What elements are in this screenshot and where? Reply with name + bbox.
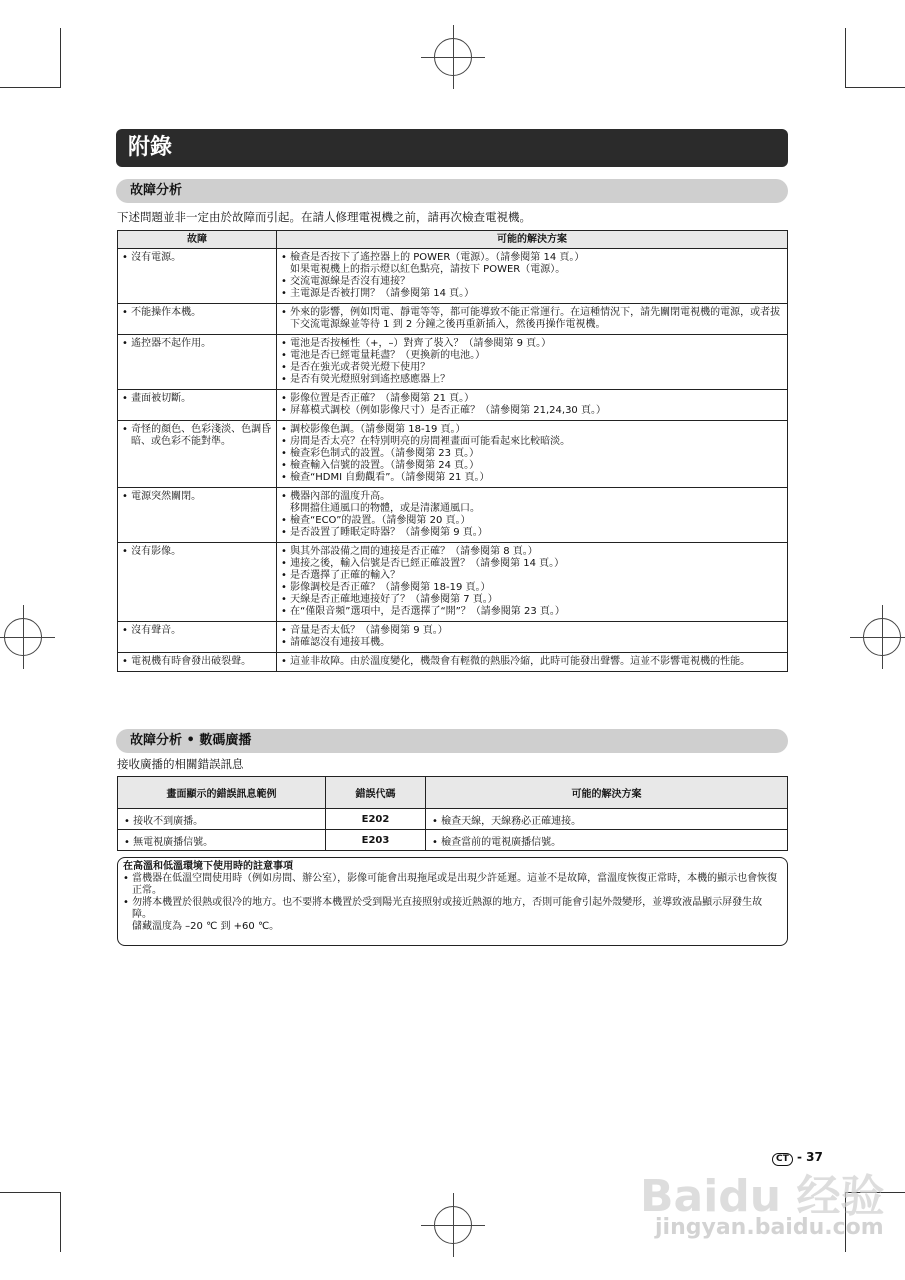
crop-mark — [0, 87, 60, 88]
solution-cell — [277, 543, 788, 622]
column-header-solution: 可能的解決方案 — [277, 231, 788, 249]
problem-cell — [118, 653, 277, 672]
solution-item: • 音量是否太低？（請參閱第 9 頁。） — [281, 625, 783, 637]
problem-text: • 電源突然關閉。 — [122, 491, 272, 503]
crop-mark — [845, 87, 905, 88]
page-number-value: 37 — [806, 1150, 823, 1164]
solution-item: • 屏幕模式調校（例如影像尺寸）是否正確？（請參閱第 21,24,30 頁。） — [281, 405, 783, 417]
solution-item: • 天線是否正確地連接好了？（請參閱第 7 頁。） — [281, 594, 783, 606]
solution-item: • 檢查輸入信號的設置。（請參閱第 24 頁。） — [281, 460, 783, 472]
solution-item: • 是否選擇了正確的輸入？ — [281, 570, 783, 582]
problem-cell — [118, 421, 277, 488]
problem-cell — [118, 543, 277, 622]
solution-cell — [277, 390, 788, 421]
table-row — [118, 543, 788, 622]
solution-cell — [277, 304, 788, 335]
problem-text: • 沒有聲音。 — [122, 625, 272, 637]
problem-text: • 沒有電源。 — [122, 252, 272, 264]
problem-cell — [118, 304, 277, 335]
solution-item-continued: 移開擋住通風口的物體，或是清潔通風口。 — [290, 503, 480, 514]
note-title: 在高溫和低溫環境下使用時的註意事項 — [123, 861, 293, 872]
dtv-rows — [118, 809, 788, 851]
registration-mark — [434, 1206, 472, 1244]
solution-item: • 是否設置了睡眠定時器？（請參閱第 9 頁。） — [281, 527, 783, 539]
table-row — [118, 622, 788, 653]
error-solution-text: • 檢查天線，天線務必正確連接。 — [432, 812, 781, 827]
crop-mark — [60, 1192, 61, 1252]
solution-item: • 連接之後，輸入信號是否已經正確設置？（請參閱第 14 頁。） — [281, 558, 783, 570]
solution-item: • 檢查是否按下了遙控器上的 POWER（電源）。（請參閱第 14 頁。） — [281, 252, 783, 264]
problem-text: • 不能操作本機。 — [122, 307, 272, 319]
solution-item: • 這並非故障。由於溫度變化，機殼會有輕微的熱脹冷縮，此時可能發出聲響。這並不影響電視機的性能。 — [281, 656, 783, 668]
error-message-cell — [118, 830, 326, 851]
solution-cell — [277, 653, 788, 672]
registration-mark — [434, 38, 472, 76]
section-heading-dtv: 故障分析 • 數碼廣播 — [116, 729, 788, 753]
error-message-text: • 無電視廣播信號。 — [124, 833, 319, 848]
table-row — [118, 488, 788, 543]
crop-mark — [0, 1192, 60, 1193]
dtv-error-table — [117, 776, 788, 851]
problem-cell — [118, 390, 277, 421]
solution-item: • 交流電源線是否沒有連接？ — [281, 276, 783, 288]
solution-item: • 檢查彩色制式的設置。（請參閱第 23 頁。） — [281, 448, 783, 460]
table-row — [118, 390, 788, 421]
error-message-cell — [118, 809, 326, 830]
solution-item: • 影像位置是否正確？（請參閱第 21 頁。） — [281, 393, 783, 405]
language-badge: CT — [772, 1153, 793, 1166]
note-item: • 當機器在低溫空間使用時（例如房間、辦公室），影像可能會出現拖尾或是出現少許延遲。這並不是故障，當溫度恢復正常時，本機的顯示也會恢復正常。 — [123, 873, 782, 897]
column-header-problem: 故障 — [118, 231, 277, 249]
table-row — [118, 421, 788, 488]
problem-text: • 沒有影像。 — [122, 546, 272, 558]
solution-item: • 電池是否已經電量耗盡？（更換新的电池。） — [281, 350, 783, 362]
problem-cell — [118, 622, 277, 653]
solution-item: • 是否有熒光燈照射到遙控感應器上？ — [281, 374, 783, 386]
troubleshooting-rows — [118, 249, 788, 672]
solution-item: • 房間是否太亮？在特別明亮的房間裡畫面可能看起來比較暗淡。 — [281, 436, 783, 448]
watermark-logo: Baidu 经验 — [640, 1171, 885, 1222]
table-row — [118, 830, 788, 851]
table-row — [118, 335, 788, 390]
solution-item: • 與其外部設備之間的連接是否正確？（請參閱第 8 頁。） — [281, 546, 783, 558]
column-header-code: 錯誤代碼 — [326, 777, 426, 809]
solution-item: • 請確認沒有連接耳機。 — [281, 637, 783, 649]
solution-item: • 外來的影響，例如閃電、靜電等等，都可能導致不能正常運行。在這種情況下，請先關閉電視機的電源，或者拔下交流電源線並等待 1 到 2 分鐘之後再重新插入，然後再操作電視機。 — [281, 307, 783, 331]
problem-text: • 畫面被切斷。 — [122, 393, 272, 405]
page-dash: - — [796, 1150, 802, 1164]
solution-item: • 檢查“ECO”的設置。（請參閱第 20 頁。） — [281, 515, 783, 527]
solution-item: • 影像調校是否正確？（請參閱第 18-19 頁。） — [281, 582, 783, 594]
problem-cell — [118, 335, 277, 390]
problem-text: • 遙控器不起作用。 — [122, 338, 272, 350]
solution-item: • 機器內部的溫度升高。 — [281, 491, 783, 503]
solution-item: • 是否在強光或者熒光燈下使用？ — [281, 362, 783, 374]
solution-item: • 在“僅限音頻”選項中，是否選擇了“開”？（請參閱第 23 頁。） — [281, 606, 783, 618]
table-row — [118, 304, 788, 335]
error-code-text: E203 — [361, 834, 390, 846]
problem-text: • 奇怪的顏色、色彩淺淡、色調昏暗、或色彩不能對準。 — [122, 424, 272, 448]
table-row — [118, 249, 788, 304]
table-row — [118, 809, 788, 830]
crop-mark — [60, 28, 61, 88]
error-solution-cell — [426, 809, 788, 830]
error-solution-cell — [426, 830, 788, 851]
column-header-dtv-solution: 可能的解決方案 — [426, 777, 788, 809]
error-code-text: E202 — [361, 813, 390, 825]
registration-mark — [4, 618, 42, 656]
error-code-cell — [326, 809, 426, 830]
note-item: • 勿將本機置於很熱或很冷的地方。也不要將本機置於受到陽光直接照射或接近熱源的地方，否則可能會引起外殼變形，並導致液晶顯示屏發生故障。 — [123, 897, 782, 921]
solution-cell — [277, 249, 788, 304]
dtv-intro: 接收廣播的相關錯誤訊息 — [117, 757, 244, 771]
watermark-url: jingyan.baidu.com — [655, 1215, 884, 1240]
solution-item: • 主電源是否被打開？（請參閱第 14 頁。） — [281, 288, 783, 300]
solution-item: • 檢查“HDMI 自動觀看”。（請參閱第 21 頁。） — [281, 472, 783, 484]
solution-item: • 電池是否按極性（+，–）對齊了裝入？（請參閱第 9 頁。） — [281, 338, 783, 350]
solution-item-continued: 如果電視機上的指示燈以紅色點亮，請按下 POWER（電源）。 — [290, 264, 566, 275]
registration-mark — [863, 618, 901, 656]
column-header-message: 畫面顯示的錯誤訊息範例 — [118, 777, 326, 809]
problem-cell — [118, 488, 277, 543]
page-title: 附錄 — [116, 129, 788, 167]
crop-mark — [845, 28, 846, 88]
troubleshooting-intro: 下述問題並非一定由於故障而引起。在請人修理電視機之前，請再次檢查電視機。 — [117, 210, 531, 224]
troubleshooting-table — [117, 230, 788, 672]
section-heading-troubleshooting: 故障分析 — [116, 179, 788, 203]
error-message-text: • 接收不到廣播。 — [124, 812, 319, 827]
error-code-cell — [326, 830, 426, 851]
problem-cell — [118, 249, 277, 304]
error-solution-text: • 檢查當前的電視廣播信號。 — [432, 833, 781, 848]
solution-cell — [277, 622, 788, 653]
solution-cell — [277, 488, 788, 543]
solution-item: • 調校影像色調。（請參閱第 18-19 頁。） — [281, 424, 783, 436]
temperature-note — [117, 857, 788, 946]
solution-cell — [277, 335, 788, 390]
solution-cell — [277, 421, 788, 488]
table-row — [118, 653, 788, 672]
note-storage-temperature: 儲藏溫度為 –20 ℃ 到 +60 ℃。 — [132, 921, 280, 932]
problem-text: • 電視機有時會發出破裂聲。 — [122, 656, 272, 668]
